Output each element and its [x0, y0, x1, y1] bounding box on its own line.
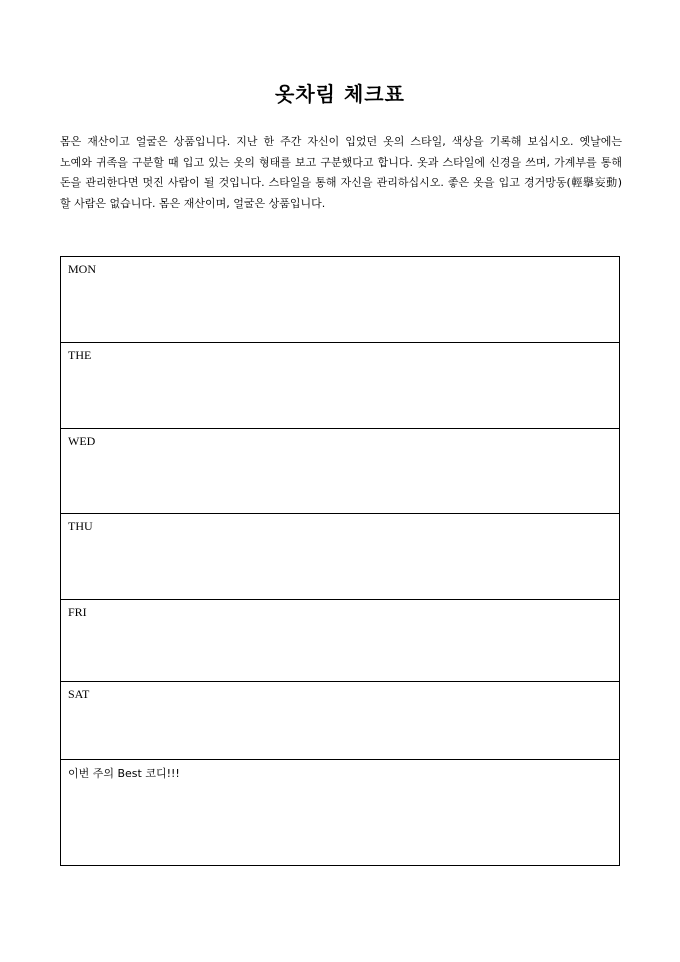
row-label-best-outfit: 이번 주의 Best 코디!!!: [68, 767, 180, 780]
document-title: 옷차림 체크표: [275, 82, 405, 106]
table-row-best-outfit: [61, 760, 619, 865]
row-label-thu: THU: [68, 519, 93, 533]
table-row-fri: [61, 600, 619, 682]
table-row-thu: [61, 514, 619, 600]
row-label-wed: WED: [68, 434, 96, 448]
intro-paragraph: 몸은 재산이고 얼굴은 상품입니다. 지난 한 주간 자신이 입었던 옷의 스타일, 색상을 기록해 보십시오. 옛날에는 노예와 귀족을 구분할 때 입고 있는 옷의 형태를 보고 구분했다고 합니다. 옷과 스타일에 신경을 쓰며, 가계부를 통해 돈을 관리한다면 멋진 사람이 될 것입니다. 스타일을 통해 자신을 관리하십시오. 좋은 옷을 입고 경거망동(輕擧妄動) 할 사람은 없습니다. 몸은 재산이며, 얼굴은 상품입니다.: [60, 135, 622, 210]
table-row-mon: [61, 257, 619, 343]
table-row-sat: [61, 682, 619, 760]
row-label-sat: SAT: [68, 687, 90, 701]
outfit-check-table: [60, 256, 620, 866]
row-label-fri: FRI: [68, 605, 87, 619]
table-row-wed: [61, 429, 619, 514]
row-label-mon: MON: [68, 262, 97, 276]
table-row-tue: [61, 343, 619, 429]
row-label-tue: THE: [68, 348, 92, 362]
